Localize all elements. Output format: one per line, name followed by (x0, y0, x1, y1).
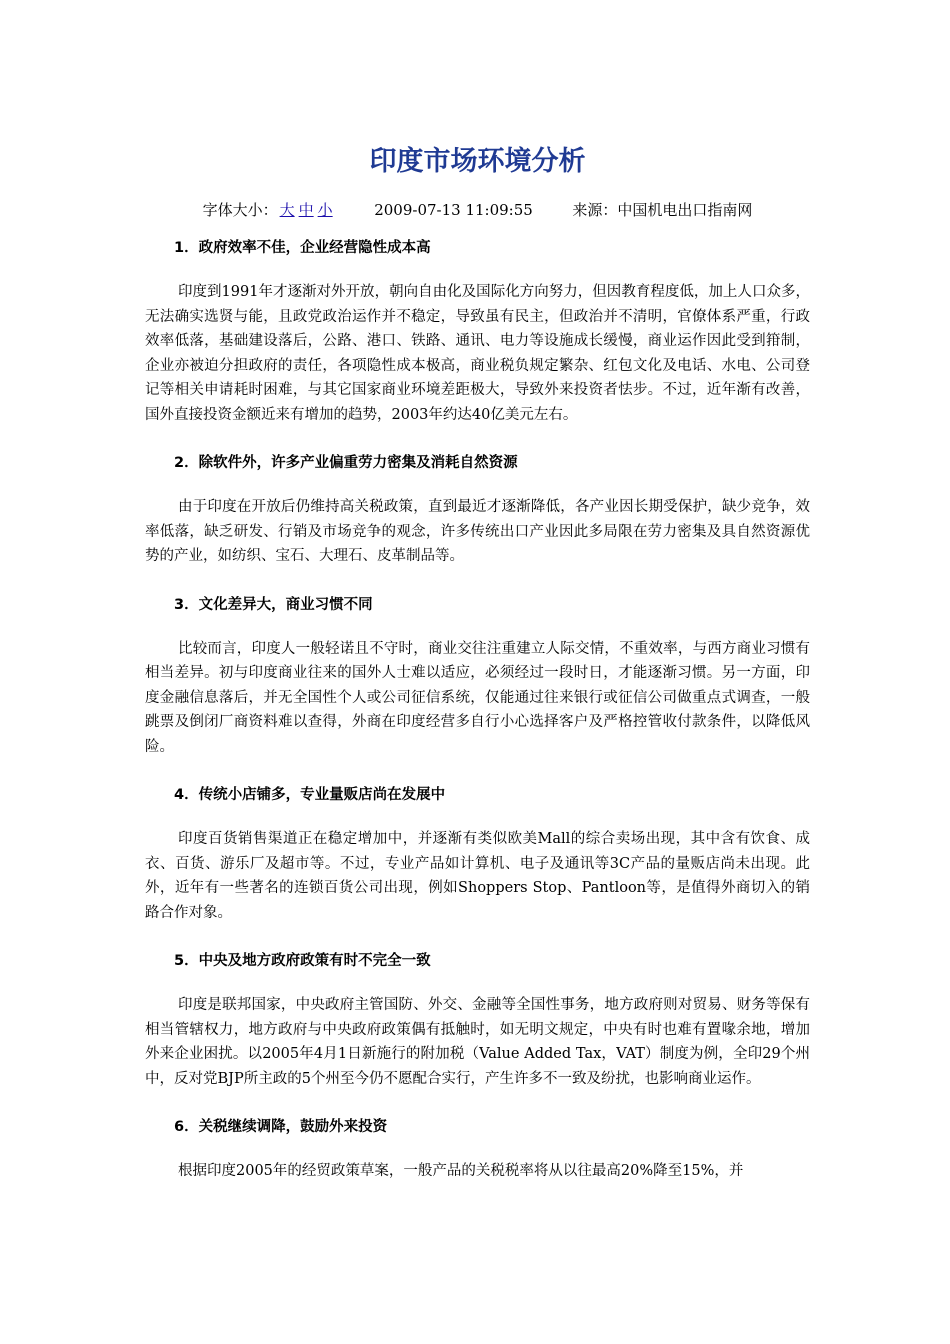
font-size-medium-link[interactable]: 中 (298, 201, 314, 219)
section-heading-1: 1．政府效率不佳，企业经营隐性成本高 (174, 240, 431, 256)
section-body-4: 印度百货销售渠道正在稳定增加中，并逐渐有类似欧美Mall的综合卖场出现，其中含有饮食、成衣、百货、游乐厂及超市等。不过，专业产品如计算机、电子及通讯等3C产品的量贩店尚未出现。此外，近年有一些著名的连锁百货公司出现，例如Shoppers Stop、Pantloon等，是值得外商切入的销路合作对象。 (145, 831, 810, 921)
article-meta (145, 196, 810, 224)
section-body-3: 比较而言，印度人一般轻诺且不守时，商业交往注重建立人际交情，不重效率，与西方商业习惯有相当差异。初与印度商业往来的国外人士难以适应，必须经过一段时日，才能逐渐习惯。另一方面，印度金融信息落后，并无全国性个人或公司征信系统，仅能通过往来银行或征信公司做重点式调查，一般跳票及倒闭厂商资料难以查得，外商在印度经营多自行小心选择客户及严格控管收付款条件，以降低风险。 (145, 640, 810, 755)
section-body-1: 印度到1991年才逐渐对外开放，朝向自由化及国际化方向努力，但因教育程度低，加上人口众多，无法确实选贤与能，且政党政治运作并不稳定，导致虽有民主，但政治并不清明，官僚体系严重，行政效率低落，基础建设落后，公路、港口、铁路、通讯、电力等设施成长缓慢，商业运作因此受到箝制，企业亦被迫分担政府的责任，各项隐性成本极高，商业税负规定繁杂、红包文化及电话、水电、公司登记等相关申请耗时困难，与其它国家商业环境差距极大，导致外来投资者怯步。不过，近年渐有改善，国外直接投资金额近来有增加的趋势，2003年约达40亿美元左右。 (145, 284, 810, 423)
section-body-6: 根据印度2005年的经贸政策草案，一般产品的关税税率将从以往最高20%降至15%，并 (178, 1163, 744, 1179)
publish-datetime: 2009-07-13 11:09:55 (374, 201, 533, 219)
section-heading-6: 6．关税继续调降，鼓励外来投资 (174, 1119, 388, 1135)
article (145, 140, 810, 1184)
section-heading-2: 2．除软件外，许多产业偏重劳力密集及消耗自然资源 (174, 455, 518, 471)
section-heading-5: 5．中央及地方政府政策有时不完全一致 (174, 953, 431, 969)
font-size-small-link[interactable]: 小 (317, 201, 333, 219)
section-heading-3: 3．文化差异大，商业习惯不同 (174, 596, 373, 613)
article-source: 来源：中国机电出口指南网 (572, 201, 753, 219)
section-body-5: 印度是联邦国家，中央政府主管国防、外交、金融等全国性事务，地方政府则对贸易、财务等保有相当管辖权力，地方政府与中央政府政策偶有抵触时，如无明文规定，中央有时也难有置喙余地，增加外来企业困扰。以2005年4月1日新施行的附加税（Value Added Tax，VAT）制度为例，全印29个州中，反对党BJP所主政的5个州至今仍不愿配合实行，产生许多不一致及纷扰，也影响商业运作。 (145, 997, 810, 1087)
section-heading-4: 4．传统小店铺多，专业量贩店尚在发展中 (174, 787, 446, 803)
section-body-2: 由于印度在开放后仍维持高关税政策，直到最近才逐渐降低，各产业因长期受保护，缺少竞争，效率低落，缺乏研发、行销及市场竞争的观念，许多传统出口产业因此多局限在劳力密集及具自然资源优势的产业，如纺织、宝石、大理石、皮革制品等。 (145, 499, 810, 564)
font-size-label: 字体大小： (202, 201, 278, 219)
font-size-large-link[interactable]: 大 (279, 201, 295, 219)
article-title: 印度市场环境分析 (369, 146, 586, 177)
